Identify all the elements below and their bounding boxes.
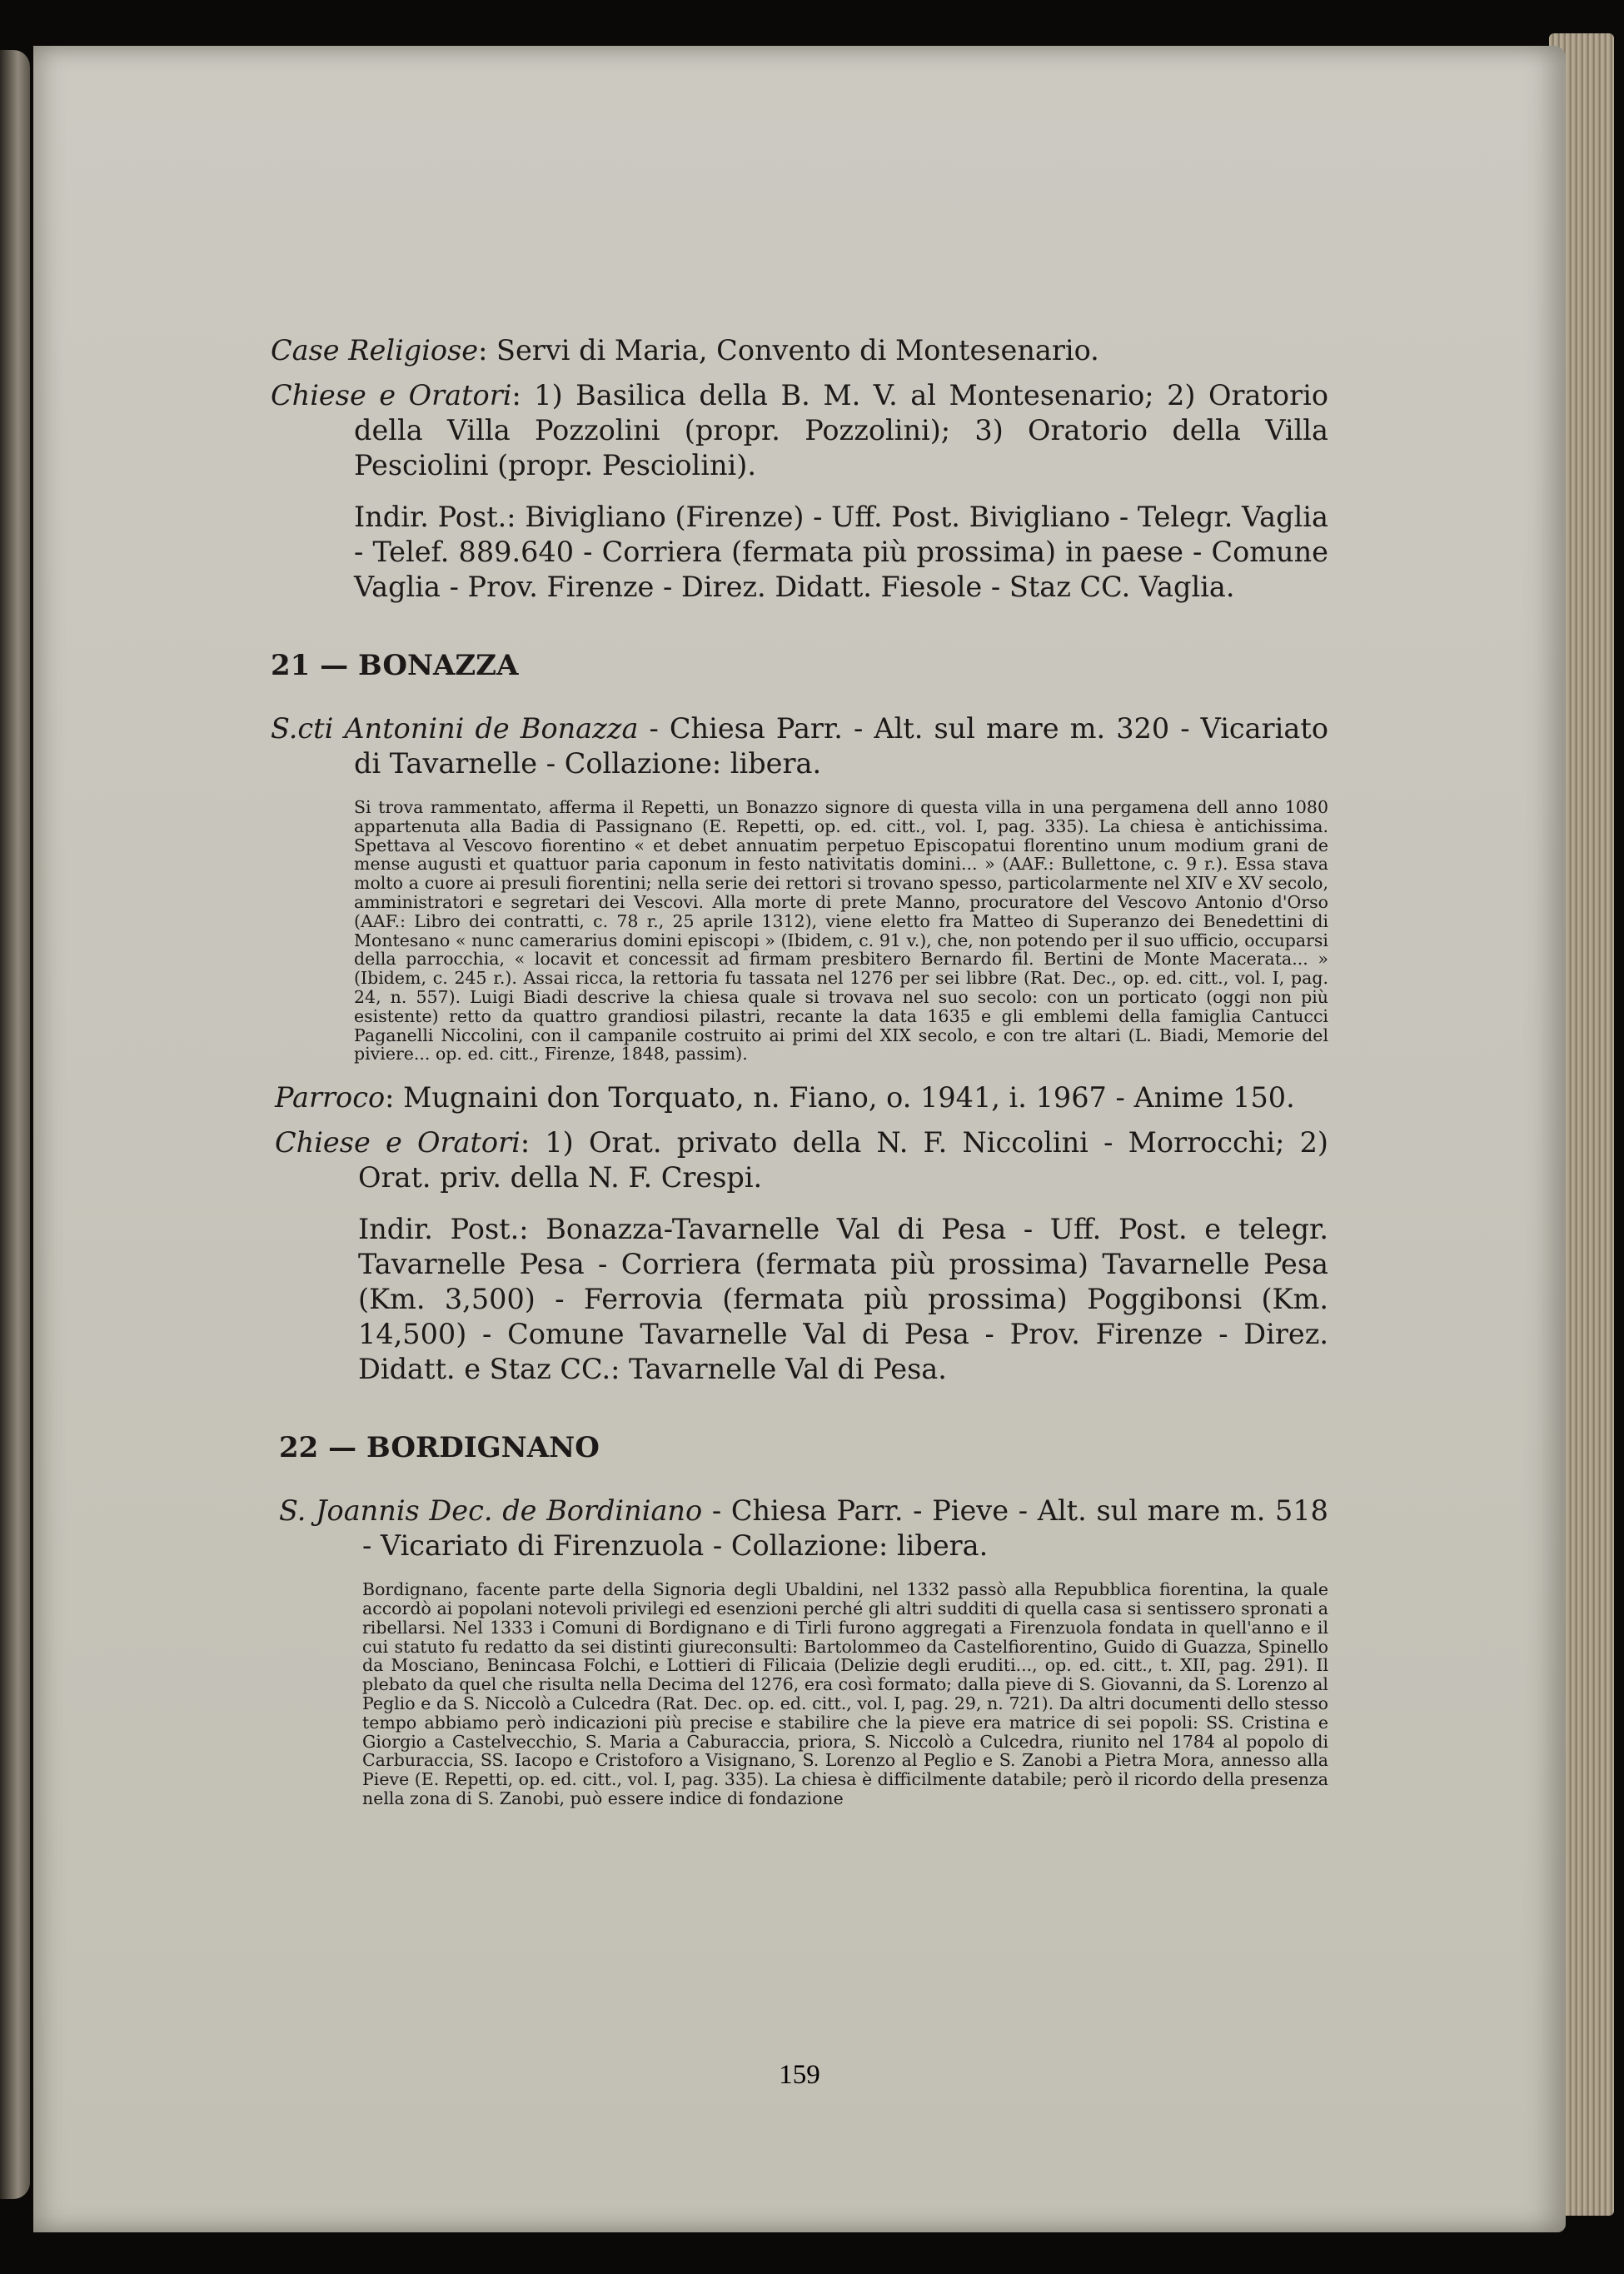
case-religiose-line [271,333,1328,368]
indirizzo-20: Indir. Post.: Bivigliano (Firenze) - Uff. Post. Bivigliano - Telegr. Vaglia - Telef. 889.640 - Corriera (fermata più prossima) in paese - Comune Vaglia - Prov. Firenze - Direz. Didatt. Fiesole - Staz CC. Vaglia. [354,501,1328,603]
chiese-oratori-text: : 1) Basilica della B. M. V. al Montesenario; 2) Oratorio della Villa Pozzolini (propr. Pozzolini); 3) Oratorio della Villa Pesciolini (propr. Pesciolini). [354,379,1328,481]
chiese-oratori-21-label: Chiese e Oratori [275,1126,521,1159]
page-number: 159 [779,2060,820,2090]
entry-22-notes-block [279,1580,1328,1808]
page-text [271,333,1328,1808]
chiese-oratori-21 [275,1125,1328,1195]
entry-22-title-text: - Chiesa Parr. - Pieve - Alt. sul mare m. 518 - Vicariato di Firenzuola - Collazione: libera. [362,1494,1328,1563]
entry-22-notes: Bordignano, facente parte della Signoria degli Ubaldini, nel 1332 passò alla Repubblica fiorentina, la quale accordò ai popolani notevoli privilegi ed esenzioni perché gli altri sudditi di quella casa si sentissero spronati a ribellarsi. Nel 1333 i Comuni di Bordignano e di Tirli furono aggregati a Firenzuola fondata in quell'anno e il cui statuto fu redatto da sei distinti giureconsulti: Bartolommeo da Castelfiorentino, Guido di Guazza, Spinello da Mosciano, Benincasa Folchi, e Lottieri di Filicaia (Delizie degli eruditi..., op. ed. citt., t. XII, pag. 291). Il plebato da quel che risulta nella Decima del 1276, era così formato; dalla pieve di S. Giovanni, da S. Lorenzo al Peglio e da S. Niccolò a Culcedra (Rat. Dec. op. ed. citt., vol. I, pag. 29, n. 721). Da altri documenti dello stesso tempo abbiamo però indicazioni più precise e stabilire che la pieve era matrice di sei popoli: SS. Cristina e Giorgio a Castelvecchio, S. Maria a Caburaccia, priora, S. Niccolò a Culcedra, riunito nel 1784 al popolo di Carburaccia, SS. Iacopo e Cristoforo a Visignano, S. Lorenzo al Peglio e S. Zanobi a Pietra Mora, annesso alla Pieve (E. Repetti, op. ed. citt., vol. I, pag. 335). La chiesa è difficilmente databile; però il ricordo della presenza nella zona di S. Zanobi, può essere indice di fondazione [362,1579,1328,1808]
parroco-text: : Mugnaini don Torquato, n. Fiano, o. 1941, i. 1967 - Anime 150. [385,1081,1295,1115]
entry-21-title-italic: S.cti Antonini de Bonazza [271,712,639,745]
entry-21-title-text: - Chiesa Parr. - Alt. sul mare m. 320 - Vicariato di Tavarnelle - Collazione: libera. [354,712,1328,780]
chiese-oratori-20 [271,378,1328,483]
parroco-label: Parroco [275,1081,386,1115]
entry-21-heading: 21 — BONAZZA [271,649,519,682]
entry-21-parroco [275,1080,1328,1115]
indirizzo-21: Indir. Post.: Bonazza-Tavarnelle Val di Pesa - Uff. Post. e telegr. Tavarnelle Pesa - Corriera (fermata più prossima) Tavarnelle Pesa (Km. 3,500) - Ferrovia (fermata più prossima) Poggibonsi (Km. 14,500) - Comune Tavarnelle Val di Pesa - Prov. Firenze - Direz. Didatt. e Staz CC.: Tavarnelle Val di Pesa. [358,1213,1328,1386]
entry-21-title [271,711,1328,781]
entry-22-heading: 22 — BORDIGNANO [279,1431,600,1465]
chiese-oratori-label: Chiese e Oratori [271,379,512,411]
entry-21-notes-block [271,798,1328,1064]
entry-21-notes: Si trova rammentato, afferma il Repetti, un Bonazzo signore di questa villa in una pergamena dell anno 1080 appartenuta alla Badia di Passignano (E. Repetti, op. ed. citt., vol. I, pag. 335). La chiesa è antichissima. Spettava al Vescovo fiorentino « et debet annuatim perpetuo Episcopatui florentino unum modium grani de mense augusti et quattuor paria caponum in festo nativitatis domini... » (AAF.: Bullettone, c. 9 r.). Essa stava molto a cuore ai presuli fiorentini; nella serie dei rettori si trovano spesso, particolarmente nel XIV e XV secolo, amministratori e segretari dei Vescovi. Alla morte di prete Manno, procuratore del Vescovo Antonio d'Orso (AAF.: Libro dei contratti, c. 78 r., 25 aprile 1312), viene eletto fra Matteo di Superanzo dei Benedettini di Montesano « nunc camerarius domini episcopi » (Ibidem, c. 91 v.), che, non potendo per il suo ufficio, occuparsi della parrocchia, « locavit et concessit ad firmam presbitero Bernardo fil. Bertini de Monte Macerata... » (Ibidem, c. 245 r.). Assai ricca, la rettoria fu tassata nel 1276 per sei libbre (Rat. Dec., op. ed. citt., vol. I, pag. 24, n. 557). Luigi Biadi descrive la chiesa quale si trovava nel suo secolo: con un porticato (oggi non più esistente) retto da quattro grandiosi pilastri, recante la data 1635 e gli emblemi della famiglia Cantucci Paganelli Niccolini, con il campanile costruito ai primi del XIX secolo, e con tre altari (L. Biadi, Memorie del piviere... op. ed. citt., Firenze, 1848, passim). [354,797,1328,1065]
case-religiose-text: : Servi di Maria, Convento di Montesenario. [478,334,1099,367]
entry-22-title-italic: S. Joannis Dec. de Bordiniano [279,1494,703,1528]
case-religiose-label: Case Religiose [271,334,479,367]
left-page-edge [0,50,30,2199]
chiese-oratori-21-text: : 1) Orat. privato della N. F. Niccolini - Morrocchi; 2) Orat. priv. della N. F. Crespi. [358,1126,1328,1194]
book-page [33,46,1566,2232]
entry-22-title [279,1494,1328,1563]
